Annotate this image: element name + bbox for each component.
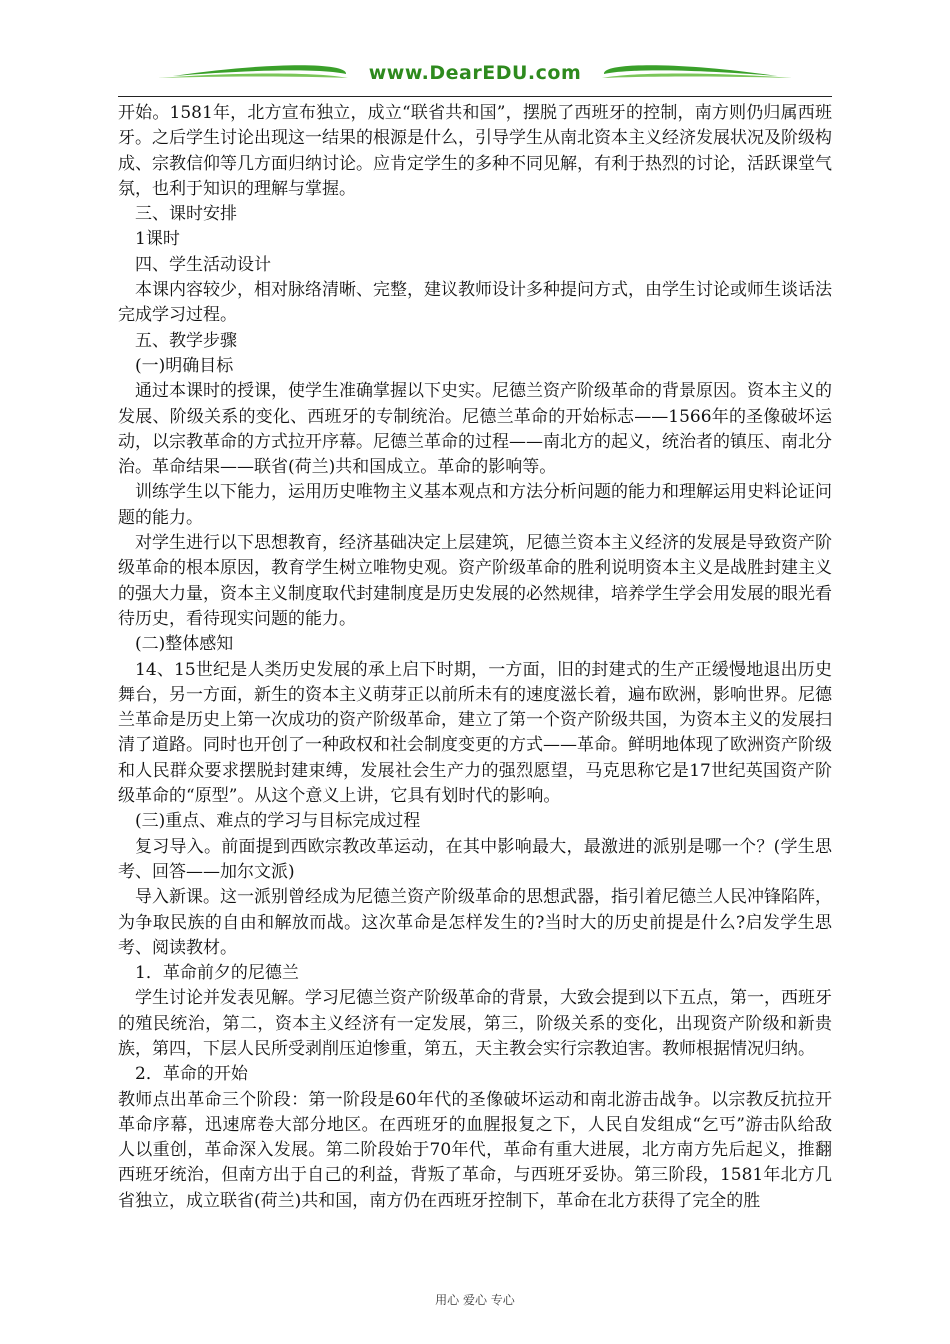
paragraph: 1．革命前夕的尼德兰 bbox=[135, 963, 299, 984]
paragraph: (二)整体感知 bbox=[135, 634, 234, 655]
logo-text[interactable]: www.DearEDU.com bbox=[368, 62, 582, 84]
paragraph: 14、15世纪是人类历史发展的承上启下时期，一方面，旧的封建式的生产正缓慢地退出历史舞台，另一方面，新生的资本主义萌芽正以前所未有的速度滋长着，遍布欧洲，影响世界。尼德兰革命是历史上第一次成功的资产阶级革命，建立了第一个资产阶级共国，为资本主义的发展扫清了道路。同时也开创了一种政权和社会制度变更的方式——革命。鲜明地体现了欧洲资产阶级和人民群众要求摆脱封建束缚，发展社会生产力的强烈愿望，马克思称它是17世纪英国资产阶级革命的“原型”。从这个意义上讲，它具有划时代的影响。 bbox=[118, 659, 832, 807]
paragraph: (三)重点、难点的学习与目标完成过程 bbox=[135, 811, 421, 832]
paragraph: 本课内容较少，相对脉络清晰、完整，建议教师设计多种提问方式，由学生讨论或师生谈话法完成学习过程。 bbox=[118, 280, 832, 326]
paragraph: 复习导入。前面提到西欧宗教改革运动，在其中影响最大，最激进的派别是哪一个？(学生思考、回答——加尔文派) bbox=[118, 836, 832, 882]
site-header bbox=[118, 58, 832, 92]
paragraph: 四、学生活动设计 bbox=[135, 254, 271, 275]
paragraph: 开始。1581年，北方宣布独立，成立“联省共和国”，摆脱了西班牙的控制，南方则仍归属西班牙。之后学生讨论出现这一结果的根源是什么，引导学生从南北资本主义经济发展状况及阶级构成、宗教信仰等几方面归纳讨论。应肯定学生的多种不同见解，有利于热烈的讨论，活跃课堂气氛，也利于知识的理解与掌握。 bbox=[118, 103, 832, 199]
paragraph: 通过本课时的授课，使学生准确掌握以下史实。尼德兰资产阶级革命的背景原因。资本主义的发展、阶级关系的变化、西班牙的专制统治。尼德兰革命的开始标志——1566年的圣像破坏运动，以宗教革命的方式拉开序幕。尼德兰革命的过程——南北方的起义，统治者的镇压、南北分治。革命结果——联省(荷兰)共和国成立。革命的影响等。 bbox=[118, 381, 832, 478]
paragraph: 五、教学步骤 bbox=[135, 330, 237, 351]
header-rule bbox=[118, 96, 832, 97]
paragraph: 三、课时安排 bbox=[135, 204, 237, 225]
page-footer: 用心 爱心 专心 bbox=[435, 1293, 515, 1307]
paragraph: 1课时 bbox=[135, 229, 180, 250]
paragraph: 2．革命的开始 bbox=[135, 1064, 248, 1085]
paragraph: 教师点出革命三个阶段：第一阶段是60年代的圣像破坏运动和南北游击战争。以宗教反抗拉开革命序幕，迅速席卷大部分地区。在西班牙的血腥报复之下，人民自发组成“乞丐”游击队给敌人以重创，革命深入发展。第二阶段始于70年代，革命有重大进展，北方南方先后起义，推翻西班牙统治，但南方出于自己的利益，背叛了革命，与西班牙妥协。第三阶段，1581年北方几省独立，成立联省(荷兰)共和国，南方仍在西班牙控制下，革命在北方获得了完全的胜 bbox=[118, 1089, 832, 1211]
paragraph: 对学生进行以下思想教育，经济基础决定上层建筑，尼德兰资本主义经济的发展是导致资产阶级革命的根本原因，教育学生树立唯物史观。资产阶级革命的胜利说明资本主义是战胜封建主义的强大力量，资本主义制度取代封建制度是历史发展的必然规律，培养学生学会用发展的眼光看待历史，看待现实问题的能力。 bbox=[118, 533, 832, 629]
paragraph: 训练学生以下能力，运用历史唯物主义基本观点和方法分析问题的能力和理解运用史料论证问题的能力。 bbox=[118, 482, 832, 528]
paragraph: 学生讨论并发表见解。学习尼德兰资产阶级革命的背景，大致会提到以下五点，第一，西班牙的殖民统治，第二，资本主义经济有一定发展，第三，阶级关系的变化，出现资产阶级和新贵族，第四，下层人民所受剥削压迫惨重，第五，天主教会实行宗教迫害。教师根据情况归纳。 bbox=[118, 988, 832, 1059]
document-body bbox=[118, 101, 832, 1214]
paragraph: 导入新课。这一派别曾经成为尼德兰资产阶级革命的思想武器，指引着尼德兰人民冲锋陷阵，为争取民族的自由和解放而战。这次革命是怎样发生的?当时大的历史前提是什么?启发学生思考、阅读教材。 bbox=[118, 887, 832, 958]
paragraph: (一)明确目标 bbox=[135, 355, 234, 376]
